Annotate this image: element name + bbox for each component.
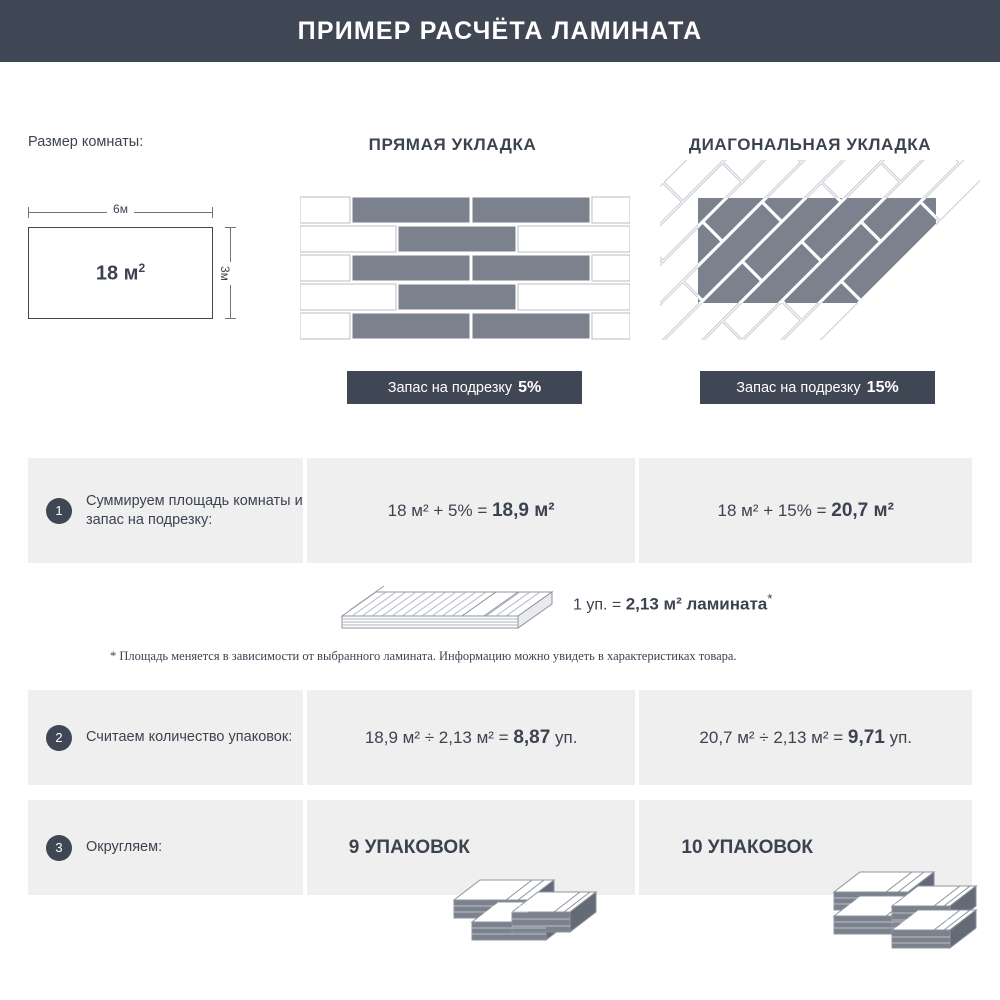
step-2-straight-formula [365, 727, 578, 749]
step-1-number: 1 [46, 498, 72, 524]
diagonal-layout-illustration [660, 160, 980, 345]
room-height-label: 3м [218, 262, 232, 285]
step-2-diagonal-unit: уп. [884, 727, 913, 747]
step-1-diagonal-base: 18 м² + 15% = [717, 500, 832, 520]
reserve-badge-straight-text: Запас на подрезку [387, 379, 513, 396]
step-2-text: Считаем количество упаковок: [86, 729, 293, 745]
pack-stack-9-icon [450, 866, 610, 961]
straight-layout-illustration [300, 195, 630, 350]
step-1-straight-cell [307, 458, 640, 563]
pack-info-suffix: ламината [681, 594, 768, 614]
room-area-unit-sup: 2 [138, 260, 146, 275]
column-title-straight: ПРЯМАЯ УКЛАДКА [368, 135, 537, 154]
step-2-straight-result: 8,87 [513, 726, 551, 748]
reserve-badge-straight-value: 5% [518, 378, 542, 396]
page-header [0, 0, 1000, 62]
pack-stack-10-icon [830, 866, 990, 961]
step-1-diagonal-result: 20,7 [831, 499, 869, 521]
step-3-label-cell [28, 800, 307, 895]
step-3-diagonal-result: 10 УПАКОВОК [681, 836, 813, 858]
laminate-pack-icon [340, 572, 555, 634]
reserve-badge-diagonal-text: Запас на подрезку [736, 379, 861, 396]
step-2-diagonal-cell [639, 690, 972, 785]
step-1-straight-base: 18 м² + 5% = [387, 500, 492, 520]
pack-info-value: 2,13 м² [625, 594, 682, 614]
pack-info-text [573, 591, 772, 614]
reserve-badge-diagonal [700, 371, 935, 404]
step-3-number: 3 [46, 835, 72, 861]
pack-info-asterisk: * [767, 591, 773, 607]
column-title-diagonal: ДИАГОНАЛЬНАЯ УКЛАДКА [688, 135, 932, 154]
step-row-1 [28, 458, 972, 563]
page-title: ПРИМЕР РАСЧЁТА ЛАМИНАТА [297, 16, 703, 45]
step-1-diagonal-formula [718, 500, 894, 522]
reserve-badge-straight [347, 371, 582, 404]
room-rectangle [28, 227, 213, 319]
room-area-number: 18 м [95, 262, 139, 285]
step-1-straight-formula [388, 500, 555, 522]
step-2-straight-base: 18,9 м² ÷ 2,13 м² = [364, 727, 514, 747]
step-2-label-cell [28, 690, 307, 785]
pack-info-row [340, 572, 772, 634]
step-3-straight-result: 9 УПАКОВОК [348, 836, 470, 858]
footnote: * Площадь меняется в зависимости от выбранного ламината. Информацию можно увидеть в характеристиках товара. [110, 649, 737, 663]
step-2-straight-cell [307, 690, 640, 785]
step-1-label-cell [28, 458, 307, 563]
step-2-straight-unit: уп. [550, 727, 578, 747]
room-width-label: 6м [107, 202, 134, 216]
step-1-diagonal-unit: м² [868, 499, 894, 521]
room-area-value [96, 261, 145, 286]
step-2-diagonal-formula [699, 727, 912, 749]
step-3-text: Округляем: [86, 839, 163, 855]
step-2-number: 2 [46, 725, 72, 751]
room-size-label: Размер комнаты: [28, 134, 144, 150]
reserve-badge-diagonal-value: 15% [866, 378, 899, 396]
step-row-2 [28, 690, 972, 785]
step-1-text: Суммируем площадь комнаты и запас на подрезку: [86, 492, 303, 528]
pack-info-prefix: 1 уп. = [573, 596, 626, 614]
step-1-straight-result: 18,9 [491, 499, 529, 521]
step-1-straight-unit: м² [528, 499, 555, 521]
step-1-diagonal-cell [639, 458, 972, 563]
step-2-diagonal-base: 20,7 м² ÷ 2,13 м² = [699, 727, 848, 747]
room-width-label-wrap [28, 202, 213, 216]
step-2-diagonal-result: 9,71 [847, 726, 885, 748]
